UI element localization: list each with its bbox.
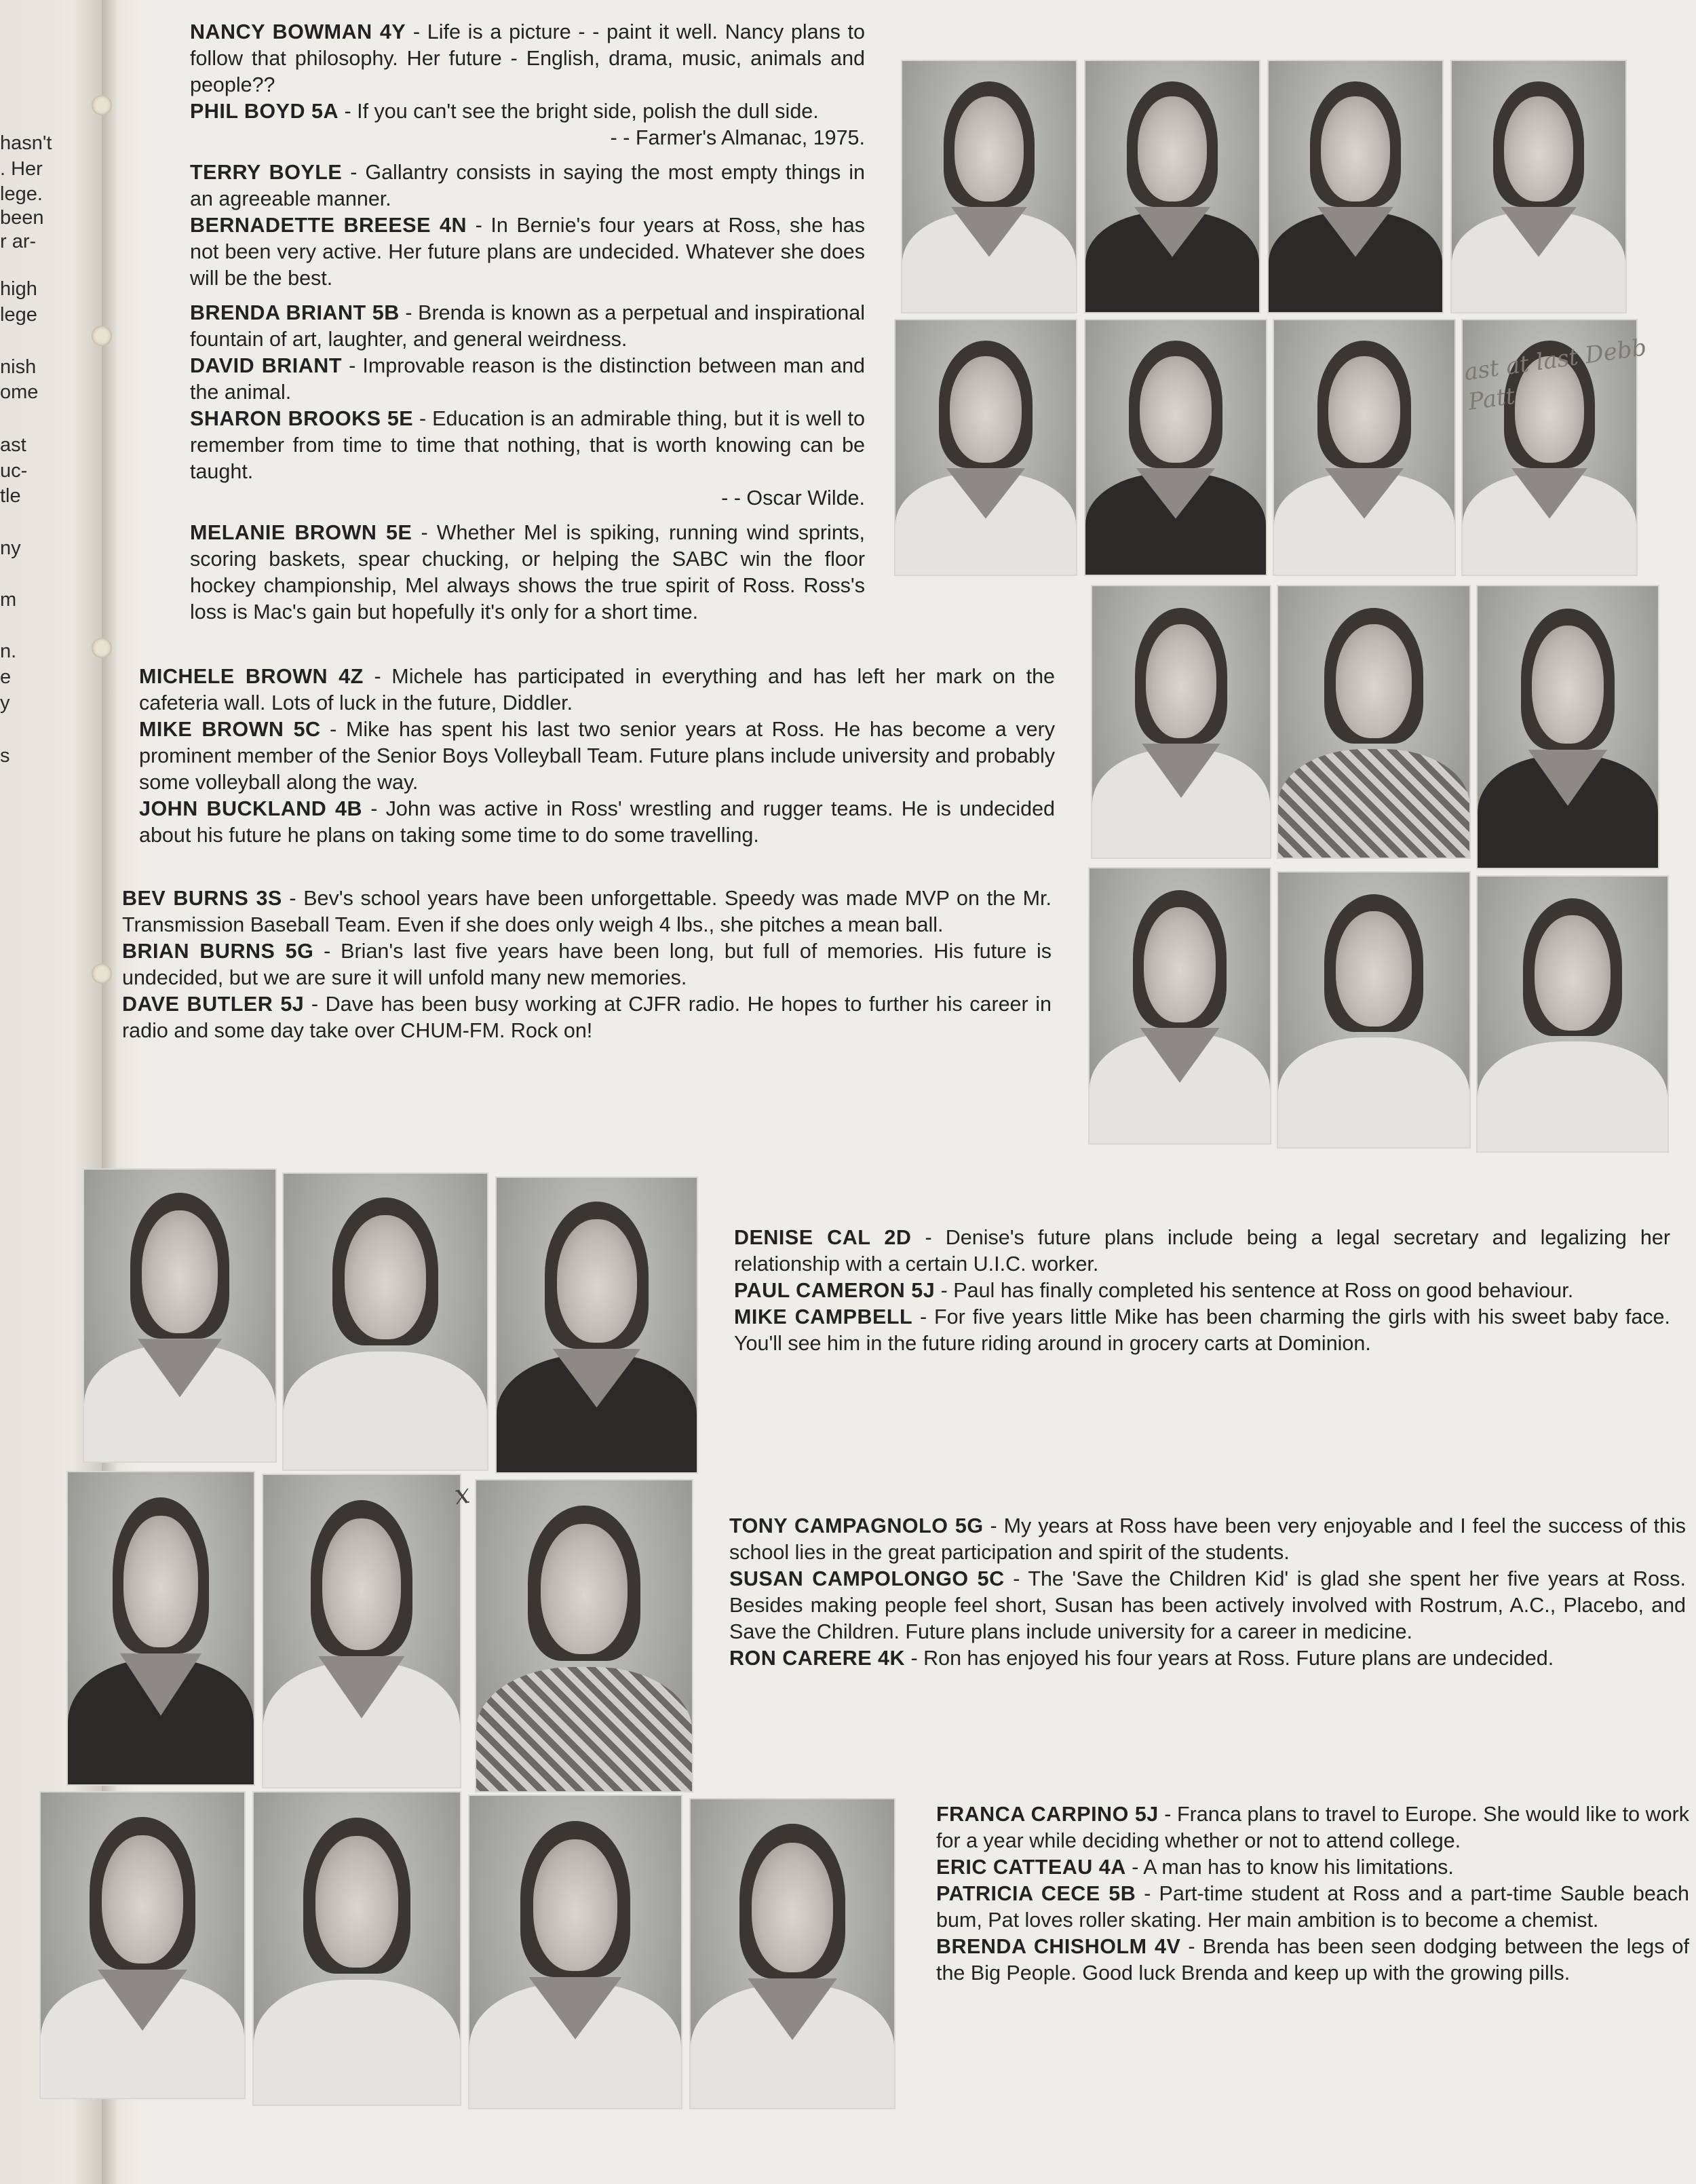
- entry-text: A man has to know his limitations.: [1143, 1856, 1454, 1879]
- student-photo: [1273, 319, 1456, 576]
- entry-name: DAVID BRIANT: [190, 354, 342, 377]
- fragment-text: hasn't: [0, 132, 52, 154]
- entry-name: BRENDA BRIANT 5B: [190, 301, 400, 324]
- text-block-4: [734, 1225, 1670, 1357]
- entry-name: SUSAN CAMPOLONGO 5C: [729, 1567, 1005, 1590]
- quote-source: - - Farmer's Almanac, 1975.: [610, 126, 865, 149]
- student-photo: [66, 1471, 255, 1786]
- student-photo: [1084, 319, 1267, 576]
- entry: BEV BURNS 3S - Bev's school years have been unforgettable. Speedy was made MVP on the Mr. Transmission Baseball Team. Even if she does only weigh 4 lbs., she pitches a mean ball.: [122, 887, 1052, 936]
- entry-name: PATRICIA CECE 5B: [936, 1882, 1136, 1905]
- student-photo: [901, 60, 1077, 313]
- handwritten-mark: x: [452, 1478, 472, 1512]
- entry-text: Whether Mel is spiking, running wind sprints, scoring baskets, spear chucking, or helping the SABC win the floor hockey championship, Mel always shows the true spirit of Ross. Ross's loss is Mac's gain but hopefully it's only for a short time.: [190, 521, 865, 624]
- entry-text: Gallantry consists in saying the most empty things in an agreeable manner.: [190, 161, 865, 210]
- entry-text: Brian's last five years have been long, but full of memories. His future is undecided, but we are sure it will unfold many new memories.: [122, 940, 1052, 989]
- entry: ERIC CATTEAU 4A - A man has to know his limitations.: [936, 1856, 1454, 1879]
- entry: MIKE CAMPBELL - For five years little Mike has been charming the girls with his sweet baby face. You'll see him in the future riding around in grocery carts at Dominion.: [734, 1305, 1670, 1355]
- entry-text: Life is a picture - - paint it well. Nancy plans to follow that philosophy. Her future - English, drama, music, animals and people??: [190, 20, 865, 96]
- fragment-text: r ar-: [0, 231, 37, 252]
- student-photo: [1476, 875, 1669, 1153]
- fragment-text: m: [0, 589, 17, 611]
- entry-name: PAUL CAMERON 5J: [734, 1279, 936, 1302]
- entry-name: MIKE BROWN 5C: [139, 718, 321, 741]
- text-block-2: [139, 664, 1055, 849]
- binding-hole: [92, 95, 112, 115]
- entry-text: My years at Ross have been very enjoyable and I feel the success of this school lies in the great participation and spirit of the students.: [729, 1514, 1687, 1564]
- entry-text: In Bernie's four years at Ross, she has not been very active. Her future plans are undecided. Whatever she does will be the best.: [190, 214, 865, 290]
- handwritten-note: ast at last Debb Patt: [1462, 333, 1649, 416]
- student-photo: [262, 1474, 461, 1788]
- entry-text: Part-time student at Ross and a part-time Sauble beach bum, Pat loves roller skating. Her main ambition is to become a chemist.: [936, 1882, 1690, 1932]
- entry-text: If you can't see the bright side, polish the dull side.: [357, 100, 819, 123]
- student-photo: [282, 1172, 488, 1471]
- fragment-text: high: [0, 278, 37, 300]
- entry: PATRICIA CECE 5B - Part-time student at Ross and a part-time Sauble beach bum, Pat loves roller skating. Her main ambition is to become a chemist.: [936, 1882, 1690, 1932]
- student-photo: [1084, 60, 1260, 313]
- entry-name: FRANCA CARPINO 5J: [936, 1803, 1159, 1826]
- binding-hole: [92, 638, 112, 658]
- entry: NANCY BOWMAN 4Y - Life is a picture - - paint it well. Nancy plans to follow that philosophy. Her future - English, drama, music, animals and people??: [190, 20, 865, 96]
- entry-name: RON CARERE 4K: [729, 1647, 906, 1670]
- quote-source: - - Oscar Wilde.: [721, 486, 865, 510]
- fragment-text: ast: [0, 434, 26, 456]
- entry-name: MELANIE BROWN 5E: [190, 521, 412, 544]
- entry-name: JOHN BUCKLAND 4B: [139, 797, 363, 820]
- fragment-text: e: [0, 666, 12, 688]
- entry: TONY CAMPAGNOLO 5G - My years at Ross have been very enjoyable and I feel the success of this school lies in the great participation and spirit of the students.: [729, 1514, 1687, 1564]
- entry-text: Michele has participated in everything and has left her mark on the cafeteria wall. Lots of luck in the future, Diddler.: [139, 665, 1055, 714]
- entry: DAVE BUTLER 5J - Dave has been busy working at CJFR radio. He hopes to further his career in radio and some day take over CHUM-FM. Rock on!: [122, 993, 1052, 1042]
- entry-name: BEV BURNS 3S: [122, 887, 282, 910]
- student-photo: [252, 1791, 461, 2106]
- entry-name: BRIAN BURNS 5G: [122, 940, 314, 963]
- entry-text: Paul has finally completed his sentence at Ross on good behaviour.: [953, 1279, 1574, 1302]
- fragment-text: lege.: [0, 183, 43, 205]
- entry: MIKE BROWN 5C - Mike has spent his last two senior years at Ross. He has become a very prominent member of the Senior Boys Volleyball Team. Future plans include university and probably some volleyball along the way.: [139, 718, 1055, 794]
- student-photo: [1277, 871, 1471, 1149]
- student-photo: [1450, 60, 1627, 313]
- text-block-3: [122, 885, 1052, 1044]
- binding-hole: [92, 326, 112, 346]
- student-photo: [495, 1176, 698, 1474]
- entry-text: Improvable reason is the distinction between man and the animal.: [190, 354, 865, 404]
- entry-name: DENISE CAL 2D: [734, 1226, 912, 1249]
- entry-text: Ron has enjoyed his four years at Ross. Future plans are undecided.: [923, 1647, 1554, 1670]
- student-photo: [39, 1791, 246, 2099]
- entry: DAVID BRIANT - Improvable reason is the distinction between man and the animal.: [190, 354, 865, 404]
- fragment-text: been: [0, 207, 44, 229]
- student-photo: [1091, 585, 1271, 859]
- entry-name: MICHELE BROWN 4Z: [139, 665, 364, 688]
- student-photo: [1476, 585, 1659, 869]
- student-photo: [894, 319, 1077, 576]
- entry: RON CARERE 4K - Ron has enjoyed his four years at Ross. Future plans are undecided.: [729, 1647, 1554, 1670]
- fragment-text: nish: [0, 356, 37, 378]
- text-block-5: [729, 1513, 1686, 1672]
- fragment-text: lege: [0, 304, 37, 326]
- entry-name: MIKE CAMPBELL: [734, 1305, 913, 1328]
- fragment-text: uc-: [0, 460, 28, 482]
- entry-text: The 'Save the Children Kid' is glad she spent her five years at Ross. Besides making people feel short, Susan has been actively involved with Rostrum, A.C., Placebo, and Save the Children. Future plans include university for a career in medicine.: [729, 1567, 1686, 1643]
- text-block-6: [936, 1801, 1689, 1987]
- student-photo: [475, 1479, 693, 1793]
- student-photo: [468, 1795, 682, 2109]
- entry-name: TERRY BOYLE: [190, 161, 343, 184]
- entry-name: BERNADETTE BREESE 4N: [190, 214, 467, 237]
- entry-text: Mike has spent his last two senior years at Ross. He has become a very prominent member of the Senior Boys Volleyball Team. Future plans include university and probably some volleyball along the way.: [139, 718, 1055, 794]
- entry: DENISE CAL 2D - Denise's future plans include being a legal secretary and legalizing her relationship with a certain U.I.C. worker.: [734, 1226, 1670, 1276]
- binding-hole: [92, 963, 112, 984]
- entry-name: SHARON BROOKS 5E: [190, 407, 414, 430]
- entry: PHIL BOYD 5A - If you can't see the bright side, polish the dull side. - - Farmer's Almanac, 1975.: [190, 98, 865, 151]
- fragment-text: . Her: [0, 158, 43, 180]
- student-photo: [1277, 585, 1471, 859]
- fragment-text: tle: [0, 485, 21, 507]
- entry: BRIAN BURNS 5G - Brian's last five years have been long, but full of memories. His future is undecided, but we are sure it will unfold many new memories.: [122, 940, 1052, 989]
- entry: JOHN BUCKLAND 4B - John was active in Ross' wrestling and rugger teams. He is undecided about his future he plans on taking some time to do some travelling.: [139, 797, 1055, 847]
- entry-text: Education is an admirable thing, but it is well to remember from time to time that nothing, that is worth knowing can be taught.: [190, 407, 865, 483]
- entry-text: Bev's school years have been unforgettable. Speedy was made MVP on the Mr. Transmission Baseball Team. Even if she does only weigh 4 lbs., she pitches a mean ball.: [122, 887, 1052, 936]
- fragment-text: y: [0, 692, 10, 714]
- student-photo: [1267, 60, 1444, 313]
- entry-text: Brenda is known as a perpetual and inspirational fountain of art, laughter, and general weirdness.: [190, 301, 865, 351]
- fragment-text: ny: [0, 537, 21, 559]
- entry-text: Franca plans to travel to Europe. She would like to work for a year while deciding whether or not to attend college.: [936, 1803, 1689, 1852]
- entry-text: Denise's future plans include being a legal secretary and legalizing her relationship with a certain U.I.C. worker.: [734, 1226, 1670, 1276]
- entry: BRENDA CHISHOLM 4V - Brenda has been seen dodging between the legs of the Big People. Good luck Brenda and keep up with the growing pills.: [936, 1935, 1689, 1985]
- entry-name: TONY CAMPAGNOLO 5G: [729, 1514, 984, 1537]
- entry: SUSAN CAMPOLONGO 5C - The 'Save the Children Kid' is glad she spent her five years at Ross. Besides making people feel short, Susan has been actively involved with Rostrum, A.C., Placebo, and Save the Children. Future plans include university for a career in medicine.: [729, 1567, 1686, 1643]
- entry: MELANIE BROWN 5E - Whether Mel is spiking, running wind sprints, scoring baskets, spear chucking, or helping the SABC win the floor hockey championship, Mel always shows the true spirit of Ross. Ross's loss is Mac's gain but hopefully it's only for a short time.: [190, 521, 865, 624]
- entry-text: Dave has been busy working at CJFR radio. He hopes to further his career in radio and some day take over CHUM-FM. Rock on!: [122, 993, 1052, 1042]
- entry-name: NANCY BOWMAN 4Y: [190, 20, 406, 43]
- fragment-text: ome: [0, 381, 39, 403]
- entry-name: DAVE BUTLER 5J: [122, 993, 305, 1016]
- student-photo: [83, 1168, 277, 1463]
- entry-text: Brenda has been seen dodging between the legs of the Big People. Good luck Brenda and keep up with the growing pills.: [936, 1935, 1689, 1985]
- entry-name: BRENDA CHISHOLM 4V: [936, 1935, 1181, 1958]
- entry: FRANCA CARPINO 5J - Franca plans to travel to Europe. She would like to work for a year while deciding whether or not to attend college.: [936, 1803, 1689, 1852]
- fragment-text: n.: [0, 640, 17, 662]
- entry-text: For five years little Mike has been charming the girls with his sweet baby face. You'll see him in the future riding around in grocery carts at Dominion.: [734, 1305, 1670, 1355]
- student-photo: [689, 1798, 895, 2109]
- entry-name: ERIC CATTEAU 4A: [936, 1856, 1126, 1879]
- entry: TERRY BOYLE - Gallantry consists in saying the most empty things in an agreeable manner.: [190, 161, 865, 210]
- text-block-top: [190, 19, 865, 626]
- student-photo: [1088, 867, 1271, 1145]
- entry-name: PHIL BOYD 5A: [190, 100, 339, 123]
- entry-text: John was active in Ross' wrestling and rugger teams. He is undecided about his future he plans on taking some time to do some travelling.: [139, 797, 1055, 847]
- entry: PAUL CAMERON 5J - Paul has finally completed his sentence at Ross on good behaviour.: [734, 1279, 1574, 1302]
- entry: MICHELE BROWN 4Z - Michele has participated in everything and has left her mark on the cafeteria wall. Lots of luck in the future, Diddler.: [139, 665, 1055, 714]
- entry: BERNADETTE BREESE 4N - In Bernie's four years at Ross, she has not been very active. Her future plans are undecided. Whatever she does will be the best.: [190, 214, 865, 290]
- fragment-text: s: [0, 745, 10, 767]
- entry: SHARON BROOKS 5E - Education is an admirable thing, but it is well to remember from time to time that nothing, that is worth knowing can be taught. - - Oscar Wilde.: [190, 406, 865, 512]
- entry: BRENDA BRIANT 5B - Brenda is known as a perpetual and inspirational fountain of art, laughter, and general weirdness.: [190, 301, 865, 351]
